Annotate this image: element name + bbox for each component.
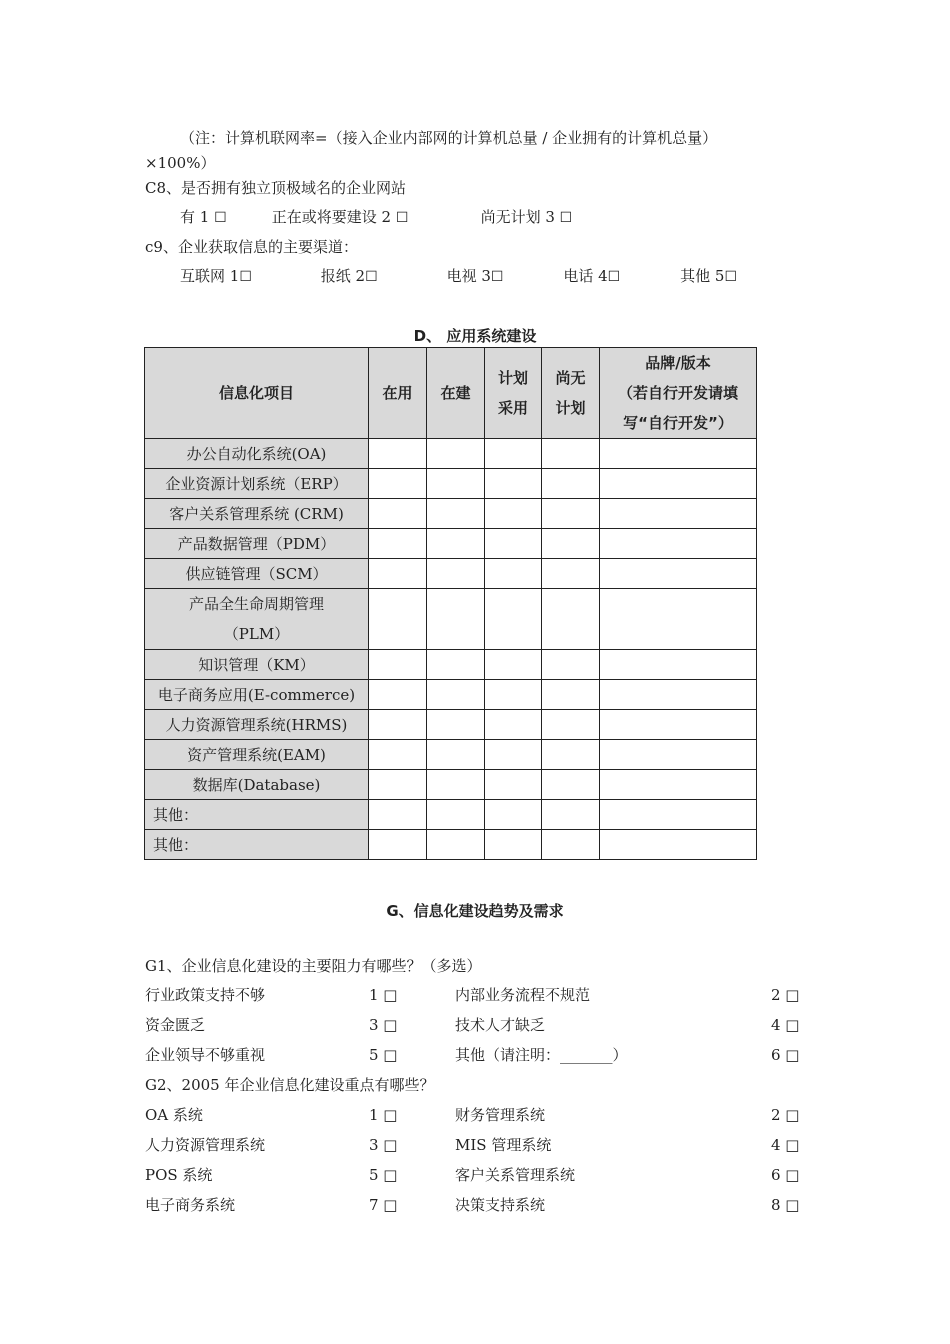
row-label: 客户关系管理系统 (CRM)	[145, 499, 369, 529]
cell-building[interactable]	[427, 589, 485, 650]
cell-building[interactable]	[427, 529, 485, 559]
table-row	[145, 529, 757, 559]
c9-option-1[interactable]: 互联网 1☐	[180, 266, 316, 287]
cell-in-use[interactable]	[369, 439, 427, 469]
table-row	[145, 499, 757, 529]
g1-option-1[interactable]: 1 □	[369, 986, 398, 1004]
cell-in-use[interactable]	[369, 499, 427, 529]
header-brand: 品牌/版本 （若自行开发请填 写“自行开发”）	[600, 348, 757, 439]
g2-option-7[interactable]: 7 □	[369, 1196, 398, 1214]
cell-plan[interactable]	[485, 529, 542, 559]
cell-building[interactable]	[427, 650, 485, 680]
row-label: 供应链管理（SCM）	[145, 559, 369, 589]
cell-in-use[interactable]	[369, 650, 427, 680]
cell-brand[interactable]	[600, 800, 757, 830]
cell-brand[interactable]	[600, 499, 757, 529]
cell-plan[interactable]	[485, 469, 542, 499]
cell-plan[interactable]	[485, 499, 542, 529]
c8-options	[180, 207, 572, 228]
cell-brand[interactable]	[600, 770, 757, 800]
table-row	[145, 559, 757, 589]
g2-row: POS 系统 5 □ 客户关系管理系统 6 □	[145, 1166, 800, 1184]
cell-brand[interactable]	[600, 680, 757, 710]
g2-option-5[interactable]: 5 □	[369, 1166, 398, 1184]
cell-brand[interactable]	[600, 529, 757, 559]
table-row	[145, 589, 757, 650]
cell-in-use[interactable]	[369, 680, 427, 710]
note-line-1: （注：计算机联网率=（接入企业内部网的计算机总量 / 企业拥有的计算机总量）	[180, 129, 718, 147]
table-row	[145, 770, 757, 800]
header-item: 信息化项目	[145, 348, 369, 439]
cell-building[interactable]	[427, 770, 485, 800]
row-label: 电子商务应用(E-commerce)	[145, 680, 369, 710]
cell-none[interactable]	[542, 559, 600, 589]
c9-option-5[interactable]: 其他 5☐	[680, 266, 737, 287]
table-row	[145, 469, 757, 499]
c9-option-3[interactable]: 电视 3☐	[447, 266, 559, 287]
g2-question: G2、2005 年企业信息化建设重点有哪些？	[145, 1076, 435, 1094]
cell-none[interactable]	[542, 589, 600, 650]
cell-building[interactable]	[427, 740, 485, 770]
header-building: 在建	[427, 348, 485, 439]
cell-brand[interactable]	[600, 710, 757, 740]
cell-plan[interactable]	[485, 830, 542, 860]
application-systems-table	[144, 347, 757, 860]
row-label: 其他：	[145, 830, 369, 860]
header-plan: 计划 采用	[485, 348, 542, 439]
g1-option-3[interactable]: 3 □	[369, 1016, 398, 1034]
c9-option-2[interactable]: 报纸 2☐	[321, 266, 442, 287]
g2-option-8[interactable]: 8 □	[771, 1196, 800, 1214]
note-line-2: ×100%）	[145, 154, 216, 172]
header-in-use: 在用	[369, 348, 427, 439]
g1-row: 资金匮乏 3 □ 技术人才缺乏 4 □	[145, 1016, 800, 1034]
section-g-title: G、信息化建设趋势及需求	[386, 902, 564, 920]
row-label: 人力资源管理系统(HRMS)	[145, 710, 369, 740]
row-label: 资产管理系统(EAM)	[145, 740, 369, 770]
cell-plan[interactable]	[485, 439, 542, 469]
g2-option-2[interactable]: 2 □	[771, 1106, 800, 1124]
row-label: 数据库(Database)	[145, 770, 369, 800]
g2-row: 电子商务系统 7 □ 决策支持系统 8 □	[145, 1196, 800, 1214]
cell-none[interactable]	[542, 469, 600, 499]
cell-building[interactable]	[427, 439, 485, 469]
c9-option-4[interactable]: 电话 4☐	[563, 266, 675, 287]
table-row	[145, 740, 757, 770]
table-row	[145, 680, 757, 710]
cell-plan[interactable]	[485, 710, 542, 740]
cell-plan[interactable]	[485, 589, 542, 650]
row-label: 产品全生命周期管理 （PLM）	[145, 589, 369, 650]
row-label: 知识管理（KM）	[145, 650, 369, 680]
g2-option-4[interactable]: 4 □	[771, 1136, 800, 1154]
section-d-title: D、 应用系统建设	[413, 327, 537, 345]
checkbox-icon[interactable]	[560, 207, 573, 228]
c9-question: c9、企业获取信息的主要渠道：	[145, 238, 358, 256]
cell-in-use[interactable]	[369, 559, 427, 589]
cell-none[interactable]	[542, 710, 600, 740]
table-row	[145, 800, 757, 830]
row-label: 企业资源计划系统（ERP）	[145, 469, 369, 499]
cell-none[interactable]	[542, 740, 600, 770]
cell-building[interactable]	[427, 680, 485, 710]
cell-none[interactable]	[542, 499, 600, 529]
cell-brand[interactable]	[600, 469, 757, 499]
checkbox-icon[interactable]	[724, 266, 737, 287]
g1-option-6[interactable]: 6 □	[771, 1046, 800, 1064]
row-label: 产品数据管理（PDM）	[145, 529, 369, 559]
g2-row: OA 系统 1 □ 财务管理系统 2 □	[145, 1106, 800, 1124]
checkbox-icon[interactable]	[365, 266, 378, 287]
g2-option-1[interactable]: 1 □	[369, 1106, 398, 1124]
cell-none[interactable]	[542, 439, 600, 469]
cell-none[interactable]	[542, 830, 600, 860]
table-row	[145, 650, 757, 680]
cell-building[interactable]	[427, 469, 485, 499]
g1-option-4[interactable]: 4 □	[771, 1016, 800, 1034]
g1-row: 企业领导不够重视 5 □ 其他（请注明：_______） 6 □	[145, 1046, 800, 1064]
c8-question: C8、是否拥有独立顶极域名的企业网站	[145, 179, 407, 197]
table-row	[145, 439, 757, 469]
g2-option-3[interactable]: 3 □	[369, 1136, 398, 1154]
cell-in-use[interactable]	[369, 469, 427, 499]
cell-in-use[interactable]	[369, 589, 427, 650]
cell-plan[interactable]	[485, 740, 542, 770]
c8-option-1[interactable]: 有 1 ☐	[180, 207, 267, 228]
checkbox-icon[interactable]	[491, 266, 504, 287]
row-label: 其他：	[145, 800, 369, 830]
g2-option-6[interactable]: 6 □	[771, 1166, 800, 1184]
g1-option-2[interactable]: 2 □	[771, 986, 800, 1004]
table-header-row	[145, 348, 757, 439]
row-label: 办公自动化系统(OA)	[145, 439, 369, 469]
cell-in-use[interactable]	[369, 800, 427, 830]
cell-none[interactable]	[542, 650, 600, 680]
g2-row: 人力资源管理系统 3 □ MIS 管理系统 4 □	[145, 1136, 800, 1154]
cell-plan[interactable]	[485, 680, 542, 710]
cell-building[interactable]	[427, 559, 485, 589]
g1-question: G1、企业信息化建设的主要阻力有哪些？（多选）	[145, 957, 482, 975]
cell-brand[interactable]	[600, 589, 757, 650]
cell-building[interactable]	[427, 830, 485, 860]
g1-option-5[interactable]: 5 □	[369, 1046, 398, 1064]
cell-brand[interactable]	[600, 439, 757, 469]
g1-row: 行业政策支持不够 1 □ 内部业务流程不规范 2 □	[145, 986, 800, 1004]
c8-option-3[interactable]: 尚无计划 3 ☐	[481, 207, 573, 228]
checkbox-icon[interactable]	[608, 266, 621, 287]
cell-brand[interactable]	[600, 650, 757, 680]
cell-none[interactable]	[542, 770, 600, 800]
c8-option-2[interactable]: 正在或将要建设 2 ☐	[272, 207, 476, 228]
cell-plan[interactable]	[485, 770, 542, 800]
cell-none[interactable]	[542, 529, 600, 559]
checkbox-icon[interactable]	[214, 207, 227, 228]
cell-plan[interactable]	[485, 800, 542, 830]
cell-in-use[interactable]	[369, 830, 427, 860]
cell-building[interactable]	[427, 710, 485, 740]
cell-in-use[interactable]	[369, 710, 427, 740]
table-row	[145, 710, 757, 740]
cell-plan[interactable]	[485, 650, 542, 680]
header-none: 尚无 计划	[542, 348, 600, 439]
cell-building[interactable]	[427, 499, 485, 529]
c9-options	[180, 266, 737, 287]
cell-building[interactable]	[427, 800, 485, 830]
cell-brand[interactable]	[600, 830, 757, 860]
table-row	[145, 830, 757, 860]
cell-plan[interactable]	[485, 559, 542, 589]
cell-none[interactable]	[542, 680, 600, 710]
cell-in-use[interactable]	[369, 770, 427, 800]
cell-brand[interactable]	[600, 740, 757, 770]
cell-brand[interactable]	[600, 559, 757, 589]
cell-in-use[interactable]	[369, 740, 427, 770]
checkbox-icon[interactable]	[239, 266, 252, 287]
cell-none[interactable]	[542, 800, 600, 830]
checkbox-icon[interactable]	[396, 207, 409, 228]
cell-in-use[interactable]	[369, 529, 427, 559]
